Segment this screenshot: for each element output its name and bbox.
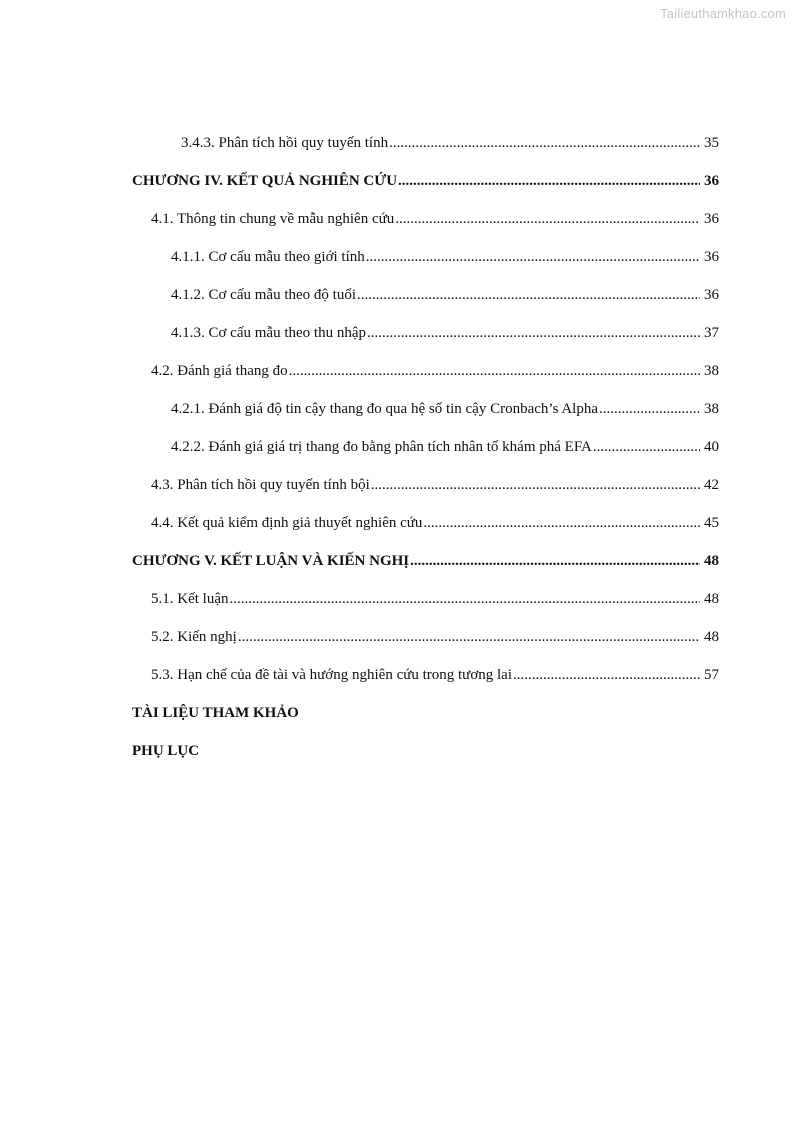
toc-dot-leader (371, 466, 700, 504)
toc-entry-page: 48 (704, 591, 719, 607)
toc-dot-leader (423, 504, 700, 542)
toc-entry-title: 4.4. Kết quả kiểm định giả thuyết nghiên cứu (151, 515, 423, 531)
toc-entry-title: 5.2. Kiến nghị (151, 629, 237, 645)
toc-dot-leader (367, 314, 700, 352)
toc-entry[interactable] (132, 732, 719, 770)
toc-entry[interactable] (132, 694, 719, 732)
toc-entry-title: 4.3. Phân tích hồi quy tuyến tính bội (151, 477, 370, 493)
toc-entry-page: 38 (704, 363, 719, 379)
toc-dot-leader (398, 162, 700, 200)
toc-entry-page: 45 (704, 515, 719, 531)
toc-entry[interactable] (132, 580, 719, 618)
toc-entry-page: 48 (704, 629, 719, 645)
toc-entry[interactable] (132, 466, 719, 504)
toc-entry[interactable] (132, 124, 719, 162)
toc-entry-page: 36 (704, 287, 719, 303)
toc-entry-page: 48 (704, 553, 719, 569)
toc-dot-leader (238, 618, 700, 656)
toc-dot-leader (395, 200, 700, 238)
toc-entry-title: 3.4.3. Phân tích hồi quy tuyến tính (181, 135, 389, 151)
toc-entry[interactable] (132, 352, 719, 390)
toc-dot-leader (366, 238, 700, 276)
toc-dot-leader (410, 542, 700, 580)
toc-entry[interactable] (132, 390, 719, 428)
toc-entry-title: 4.1. Thông tin chung về mẫu nghiên cứu (151, 211, 395, 227)
toc-entry[interactable] (132, 428, 719, 466)
toc-dot-leader (229, 580, 700, 618)
toc-entry[interactable] (132, 276, 719, 314)
toc-entry-title: 4.2.2. Đánh giá giá trị thang đo bằng phân tích nhân tố khám phá EFA (171, 439, 592, 455)
toc-entry-page: 38 (704, 401, 719, 417)
toc-entry[interactable] (132, 504, 719, 542)
toc-entry-title: 5.3. Hạn chế của đề tài và hướng nghiên cứu trong tương lai (151, 667, 512, 683)
watermark-text: Tailieuthamkhao.com (660, 6, 786, 21)
table-of-contents (132, 124, 719, 770)
toc-entry[interactable] (132, 656, 719, 694)
toc-entry-page: 57 (704, 667, 719, 683)
toc-entry-title: 4.1.1. Cơ cấu mẫu theo giới tính (171, 249, 365, 265)
toc-entry[interactable] (132, 162, 719, 200)
toc-entry-page: 40 (704, 439, 719, 455)
toc-entry-title: CHƯƠNG V. KẾT LUẬN VÀ KIẾN NGHỊ (132, 553, 410, 569)
toc-entry-title: 4.2. Đánh giá thang đo (151, 363, 288, 379)
toc-entry[interactable] (132, 238, 719, 276)
toc-entry-title: CHƯƠNG IV. KẾT QUẢ NGHIÊN CỨU (132, 173, 398, 189)
toc-entry-page: 42 (704, 477, 719, 493)
toc-entry-title: TÀI LIỆU THAM KHẢO (132, 705, 299, 721)
toc-entry[interactable] (132, 200, 719, 238)
toc-entry-page: 36 (704, 249, 719, 265)
toc-entry[interactable] (132, 618, 719, 656)
toc-entry-title: 4.1.3. Cơ cấu mẫu theo thu nhập (171, 325, 366, 341)
toc-dot-leader (357, 276, 700, 314)
toc-entry-page: 36 (704, 173, 719, 189)
toc-dot-leader (389, 124, 700, 162)
toc-entry-title: 4.1.2. Cơ cấu mẫu theo độ tuổi (171, 287, 356, 303)
toc-entry-page: 35 (704, 135, 719, 151)
toc-entry-title: 4.2.1. Đánh giá độ tin cậy thang đo qua hệ số tin cậy Cronbach’s Alpha (171, 401, 598, 417)
toc-entry-page: 37 (704, 325, 719, 341)
toc-entry[interactable] (132, 542, 719, 580)
toc-entry[interactable] (132, 314, 719, 352)
toc-entry-page: 36 (704, 211, 719, 227)
toc-dot-leader (593, 428, 700, 466)
toc-dot-leader (289, 352, 700, 390)
toc-entry-title: 5.1. Kết luận (151, 591, 229, 607)
toc-dot-leader (513, 656, 700, 694)
toc-entry-title: PHỤ LỤC (132, 743, 200, 759)
toc-dot-leader (599, 390, 700, 428)
